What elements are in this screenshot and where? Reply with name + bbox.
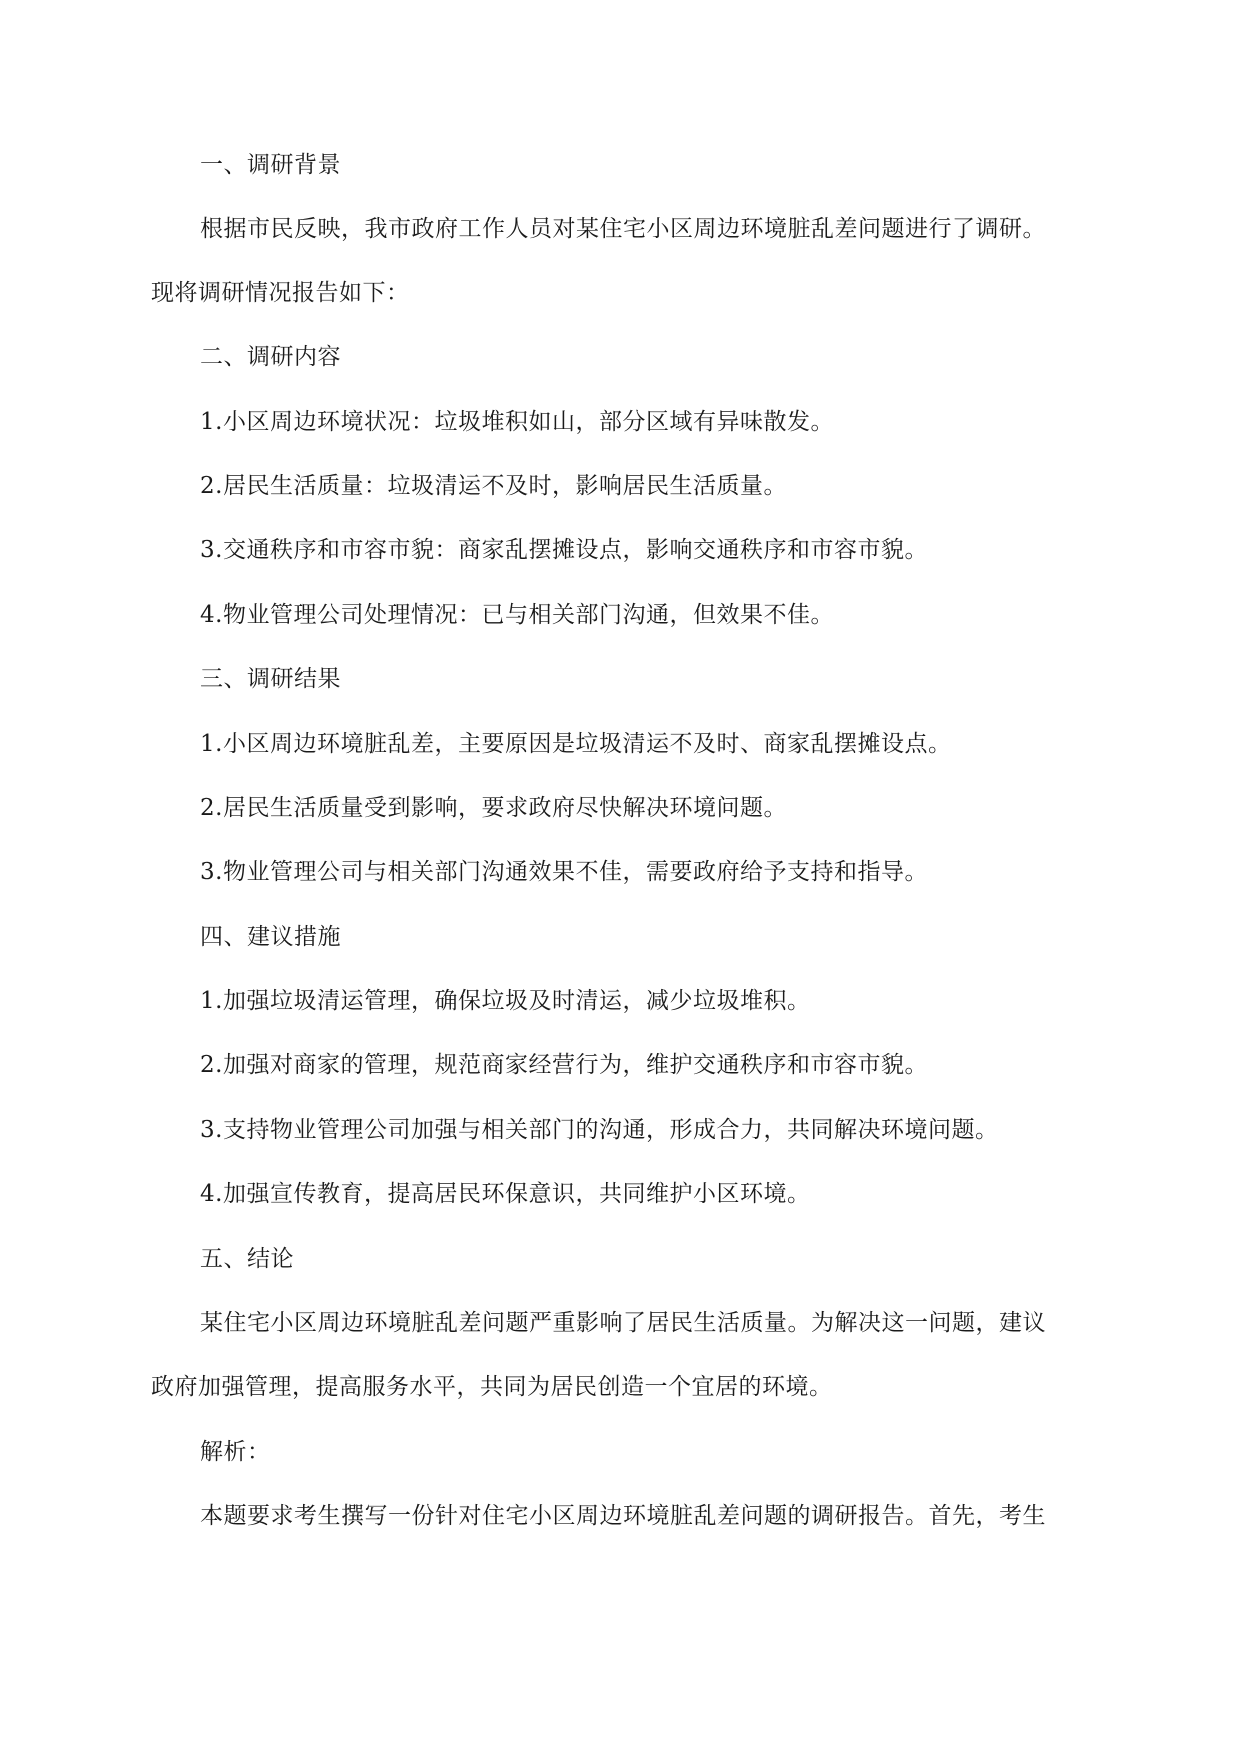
suggestions-item-2: 2.加强对商家的管理，规范商家经营行为，维护交通秩序和市容市貌。 — [200, 1052, 928, 1078]
background-paragraph-line-1: 根据市民反映，我市政府工作人员对某住宅小区周边环境脏乱差问题进行了调研。 — [200, 216, 1046, 242]
section-heading-background: 一、调研背景 — [200, 152, 341, 178]
conclusion-paragraph-line-1: 某住宅小区周边环境脏乱差问题严重影响了居民生活质量。为解决这一问题，建议 — [200, 1310, 1046, 1336]
suggestions-item-1: 1.加强垃圾清运管理，确保垃圾及时清运，减少垃圾堆积。 — [200, 988, 811, 1014]
suggestions-item-3: 3.支持物业管理公司加强与相关部门的沟通，形成合力，共同解决环境问题。 — [200, 1117, 999, 1143]
conclusion-paragraph-line-2: 政府加强管理，提高服务水平，共同为居民创造一个宜居的环境。 — [151, 1374, 833, 1400]
content-item-3: 3.交通秩序和市容市貌：商家乱摆摊设点，影响交通秩序和市容市貌。 — [200, 537, 928, 563]
analysis-paragraph-line-1: 本题要求考生撰写一份针对住宅小区周边环境脏乱差问题的调研报告。首先，考生 — [200, 1503, 1046, 1529]
results-item-3: 3.物业管理公司与相关部门沟通效果不佳，需要政府给予支持和指导。 — [200, 859, 928, 885]
section-heading-content: 二、调研内容 — [200, 344, 341, 370]
section-heading-analysis: 解析： — [200, 1439, 271, 1465]
results-item-2: 2.居民生活质量受到影响，要求政府尽快解决环境问题。 — [200, 795, 787, 821]
content-item-4: 4.物业管理公司处理情况：已与相关部门沟通，但效果不佳。 — [200, 602, 834, 628]
results-item-1: 1.小区周边环境脏乱差，主要原因是垃圾清运不及时、商家乱摆摊设点。 — [200, 731, 952, 757]
suggestions-item-4: 4.加强宣传教育，提高居民环保意识，共同维护小区环境。 — [200, 1181, 811, 1207]
content-item-1: 1.小区周边环境状况：垃圾堆积如山，部分区域有异味散发。 — [200, 409, 834, 435]
background-paragraph-line-2: 现将调研情况报告如下： — [151, 280, 410, 306]
section-heading-conclusion: 五、结论 — [200, 1246, 294, 1272]
section-heading-suggestions: 四、建议措施 — [200, 924, 341, 950]
section-heading-results: 三、调研结果 — [200, 666, 341, 692]
content-item-2: 2.居民生活质量：垃圾清运不及时，影响居民生活质量。 — [200, 473, 787, 499]
